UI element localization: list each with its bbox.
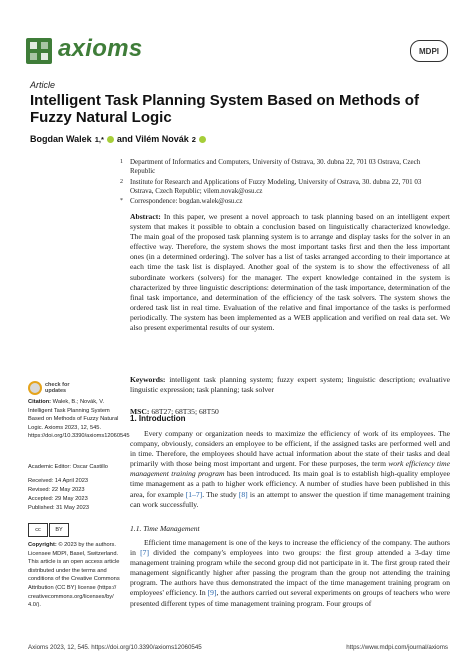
correspondence: * Correspondence: bogdan.walek@osu.cz — [120, 197, 243, 205]
subsection-heading: 1.1. Time Management — [130, 524, 200, 533]
author-name: Bogdan Walek — [30, 134, 92, 144]
date-received: Received: 14 April 2023 — [28, 478, 89, 484]
date-published: Published: 31 May 2023 — [28, 505, 90, 511]
time-management-paragraph: Efficient time management is one of the keys to increase the efficiency of the company. The authors in [7] divided the company's employees into two groups: the first group attended a 3-day time management training program while the second group did not participate in it. The first group rated their management significantly higher after passing the program than the group not attending the training program. The authors have thus demonstrated the impact of the time management training program on employees' efficiency. In [9], the authors carried out several experiments on groups of teachers who were presented different types of time management training program. Four groups of — [130, 538, 451, 608]
footer-journal-url[interactable]: https://www.mdpi.com/journal/axioms — [346, 644, 448, 651]
abstract-text: In this paper, we present a novel approach to task planning based on an intelligent expert system that makes it possible to obtain a conclusion based on linguistically characterized knowledge. The main goal of the proposed task planning system is to arrange and display tasks for the solver in an effective way. Therefore, the system shows the most important tasks first and then the less important ones (in a determined ordering). The solver has a list of tasks arranged according to their importance at each time the task list is displayed. Another goal of the system is to show the effectiveness of all subordinate workers (solvers) for the manager. The expert knowledge contained in the system is characterized by three linguistic descriptions: determination of the task importance, determination of the final task importance, and determination of the efficiency of the task solvers. The system shows the ordered task list in real time. Evaluation of the relative and final importance of the tasks is performed periodically. The system has been implemented as a WEB application and verified on real data set. We also present experimental results of our system. — [130, 212, 450, 333]
cc-license-icon[interactable]: cc BY — [28, 523, 69, 537]
affiliation: 2 Institute for Research and Applications of Fuzzy Modeling, University of Ostrava, 30. dubna 22, 701 03 Ostrava, Czech Republic; vilem.novak@osu.cz — [120, 178, 422, 196]
paper-title: Intelligent Task Planning System Based on Methods of Fuzzy Natural Logic — [30, 92, 419, 126]
check-updates-icon — [28, 381, 42, 395]
msc-text: 68T27; 68T35; 68T50 — [151, 407, 219, 416]
author-list — [30, 134, 206, 144]
copyright-block: Copyright: © 2023 by the authors. Licensee MDPI, Basel, Switzerland. This article is an open access article distributed under the terms and conditions of the Creative Commons Attribution (CC BY) license (https:// creativecommons.org/licenses/by/ 4.0/). — [28, 542, 120, 609]
keywords-label: Keywords: — [130, 375, 166, 384]
msc-label: MSC: — [130, 407, 150, 416]
intro-paragraph: Every company or organization needs to maximize the efficiency of work of its employees. The company, obviously, considers an employee to be efficient, if the assigned tasks are performed well and in time. Therefore, the employees should have actual information about the state of their tasks and deal primarily with those being most important and urgent. For these purposes, the term work efficiency time management training program has been introduced. Its main goal is to establish high-quality employee time management as a path to higher work efficiency. A number of studies have been published in this area, for example [1–7]. The study [8] is an attempt to answer the question if time management training can work successfully. — [130, 429, 451, 509]
orcid-icon[interactable] — [107, 136, 114, 143]
page-footer — [28, 644, 448, 651]
footer-citation[interactable]: Axioms 2023, 12, 545. https://doi.org/10.3390/axioms12060545 — [28, 644, 202, 651]
date-accepted: Accepted: 29 May 2023 — [28, 496, 88, 502]
reference-link[interactable]: [7] — [140, 548, 149, 558]
reference-link[interactable]: [1–7] — [185, 489, 203, 499]
journal-name: axioms — [58, 35, 143, 62]
keywords-text: intelligent task planning system; fuzzy expert system; linguistic description; evaluative linguistic expression; task planning; task solver — [130, 375, 450, 395]
section-heading: 1. Introduction — [130, 414, 186, 423]
keywords — [130, 375, 450, 395]
author-name: and Vilém Novák — [116, 134, 189, 144]
author-affiliation-sup: 1,* — [94, 134, 104, 144]
reference-link[interactable]: [9] — [207, 588, 217, 598]
affiliation: 1 Department of Informatics and Computers, University of Ostrava, 30. dubna 22, 701 03 Ostrava, Czech Republic — [120, 158, 421, 176]
academic-editor: Academic Editor: Oscar Castillo — [28, 464, 108, 470]
orcid-icon[interactable] — [199, 136, 206, 143]
publisher-name: MDPI — [419, 46, 439, 56]
author-affiliation-sup: 2 — [191, 134, 196, 144]
check-for-updates-button[interactable]: check for updates — [28, 381, 69, 395]
article-type: Article — [30, 80, 56, 90]
publisher-logo — [410, 40, 448, 62]
journal-logo-icon — [26, 38, 52, 64]
abstract — [130, 212, 450, 333]
date-revised: Revised: 22 May 2023 — [28, 487, 85, 493]
citation-block: Citation: Walek, B.; Novák, V. Intelligent Task Planning System Based on Methods of Fuzzy Natural Logic. Axioms 2023, 12, 545. https://doi.org/10.3390/axioms12060545 — [28, 399, 130, 440]
reference-link[interactable]: [8] — [238, 489, 248, 499]
abstract-label: Abstract: — [130, 212, 161, 221]
